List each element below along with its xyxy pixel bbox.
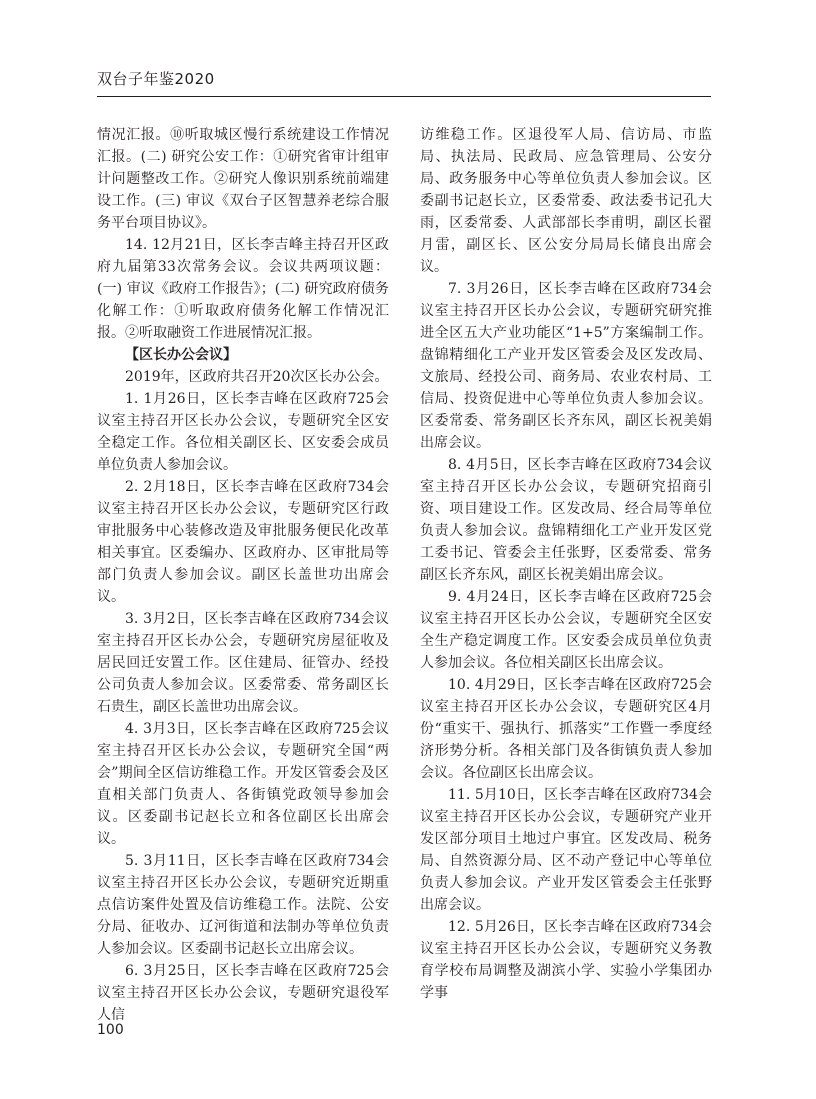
- paragraph: 访维稳工作。区退役军人局、信访局、市监局、执法局、民政局、应急管理局、公安分局、政务服务中心等单位负责人参加会议。区委副书记赵长立，区委常委、政法委书记孔大雨，区委常委、人武部部长李甫明，副区长翟月雷，副区长、区公安分局局长储良出席会议。: [420, 127, 712, 275]
- paragraph: 2019年，区政府共召开20次区长办公会。: [125, 369, 389, 385]
- paragraph: 2. 2月18日，区长李吉峰在区政府734会议室主持召开区长办公会议，专题研究区行政审批服务中心装修改造及审批服务便民化改革相关事宜。区委编办、区政府办、区审批局等部门负责人参加会议。副区长盖世功出席会议。: [97, 479, 389, 605]
- running-header: 双台子年鉴2020: [97, 70, 215, 88]
- paragraph: 11. 5月10日，区长李吉峰在区政府734会议室主持召开区长办公会议，专题研究产业开发区部分项目土地过户事宜。区发改局、税务局、自然资源分局、区不动产登记中心等单位负责人参加会议。产业开发区管委会主任张野出席会议。: [420, 787, 712, 913]
- paragraph: 3. 3月2日，区长李吉峰在区政府734会议室主持召开区长办公会，专题研究房屋征收及居民回迁安置工作。区住建局、征管办、经投公司负责人参加会议。区委常委、常务副区长石贵生，副区长盖世功出席会议。: [97, 611, 389, 715]
- paragraph: 4. 3月3日，区长李吉峰在区政府725会议室主持召开区长办公会议，专题研究全国“两会”期间全区信访维稳工作。开发区管委会及区直相关部门负责人、各街镇党政领导参加会议。区委副书记赵长立和各位副区长出席会议。: [97, 721, 389, 847]
- section-heading: 【区长办公会议】: [125, 347, 237, 363]
- left-column: [97, 124, 389, 1026]
- right-column: [420, 124, 712, 1004]
- paragraph: 情况汇报。⑩听取城区慢行系统建设工作情况汇报。(二) 研究公安工作：①研究省审计组审计问题整改工作。②研究人像识别系统前端建设工作。(三) 审议《双台子区智慧养老综合服务平台项目协议》。: [97, 127, 389, 231]
- paragraph: 5. 3月11日，区长李吉峰在区政府734会议室主持召开区长办公会议，专题研究近期重点信访案件处置及信访维稳工作。法院、公安分局、征收办、辽河街道和法制办等单位负责人参加会议。区委副书记赵长立出席会议。: [97, 853, 389, 957]
- paragraph: 14. 12月21日，区长李吉峰主持召开区政府九届第33次常务会议。会议共两项议题：(一) 审议《政府工作报告》；(二) 研究政府债务化解工作：①听取政府债务化解工作情况汇报。②听取融资工作进展情况汇报。: [97, 237, 389, 341]
- paragraph: 10. 4月29日，区长李吉峰在区政府725会议室主持召开区长办公会议，专题研究区4月份“重实干、强执行、抓落实”工作暨一季度经济形势分析。各相关部门及各街镇负责人参加会议。各位副区长出席会议。: [420, 677, 712, 781]
- paragraph: 7. 3月26日，区长李吉峰在区政府734会议室主持召开区长办公会议，专题研究研究推进全区五大产业功能区“1+5”方案编制工作。盘锦精细化工产业开发区管委会及区发改局、文旅局、经投公司、商务局、农业农村局、工信局、投资促进中心等单位负责人参加会议。区委常委、常务副区长齐东风，副区长祝美娟出席会议。: [420, 281, 712, 451]
- paragraph: 12. 5月26日，区长李吉峰在区政府734会议室主持召开区长办公会议，专题研究义务教育学校布局调整及湖滨小学、实验小学集团办学事: [420, 919, 712, 1001]
- paragraph: 6. 3月25日，区长李吉峰在区政府725会议室主持召开区长办公会议，专题研究退役军人信: [97, 963, 389, 1023]
- page-number: 100: [97, 1022, 124, 1038]
- paragraph: 8. 4月5日，区长李吉峰在区政府734会议室主持召开区长办公会议，专题研究招商引资、项目建设工作。区发改局、经合局等单位负责人参加会议。盘锦精细化工产业开发区党工委书记、管委会主任张野，区委常委、常务副区长齐东风，副区长祝美娟出席会议。: [420, 457, 712, 583]
- paragraph: 1. 1月26日，区长李吉峰在区政府725会议室主持召开区长办公会议，专题研究全区安全稳定工作。各位相关副区长、区安委会成员单位负责人参加会议。: [97, 391, 389, 473]
- header-rule: [97, 96, 711, 97]
- paragraph: 9. 4月24日，区长李吉峰在区政府725会议室主持召开区长办公会议，专题研究全区安全生产稳定调度工作。区安委会成员单位负责人参加会议。各位相关副区长出席会议。: [420, 589, 712, 671]
